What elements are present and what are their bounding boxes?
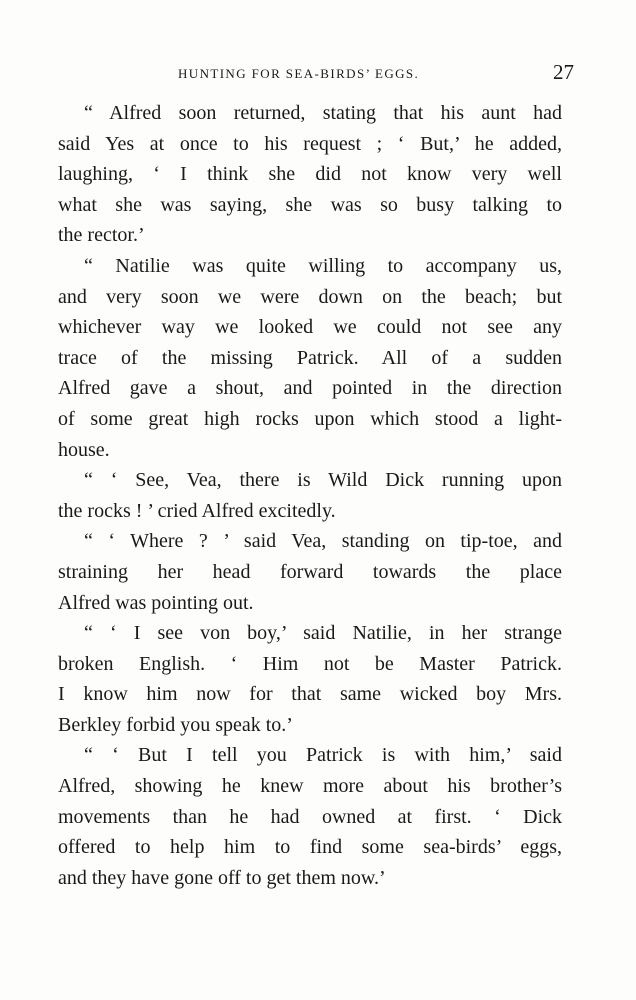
text-line: trace of the missing Patrick. All of a sudden (58, 346, 562, 369)
text-line: said Yes at once to his request ; ‘ But,’ he added, (58, 132, 562, 155)
text-line: “ ‘ I see von boy,’ said Natilie, in her strange (84, 622, 562, 645)
paragraph (58, 618, 562, 740)
text-line: the rocks ! ’ cried Alfred excitedly. (58, 499, 336, 522)
running-head (58, 62, 574, 86)
text-line: I know him now for that same wicked boy Mrs. (58, 683, 562, 706)
text-line: and they have gone off to get them now.’ (58, 866, 386, 889)
text-line: Alfred gave a shout, and pointed in the direction (58, 377, 562, 400)
text-line: movements than he had owned at first. ‘ Dick (58, 805, 562, 828)
text-line: “ ‘ Where ? ’ said Vea, standing on tip-toe, and (84, 530, 562, 553)
paragraph (58, 251, 562, 465)
text-line: Alfred was pointing out. (58, 591, 254, 614)
paragraph (58, 98, 562, 251)
text-line: broken English. ‘ Him not be Master Patrick. (58, 652, 562, 675)
text-line: “ ‘ See, Vea, there is Wild Dick running upon (84, 469, 562, 492)
text-line: house. (58, 438, 110, 461)
text-line: “ Natilie was quite willing to accompany us, (84, 254, 562, 277)
text-line: offered to help him to find some sea-birds’ eggs, (58, 836, 562, 859)
text-line: whichever way we looked we could not see any (58, 316, 562, 339)
text-line: straining her head forward towards the place (58, 560, 562, 583)
chapter-title: HUNTING FOR SEA-BIRDS’ EGGS. (178, 66, 420, 81)
text-line: the rector.’ (58, 224, 145, 247)
text-line: Berkley forbid you speak to.’ (58, 713, 293, 736)
page-number: 27 (553, 60, 574, 84)
text-line: Alfred, showing he knew more about his brother’s (58, 775, 562, 798)
text-line: of some great high rocks upon which stood a light- (58, 407, 562, 430)
text-line: “ ‘ But I tell you Patrick is with him,’ said (84, 744, 562, 767)
text-line: laughing, ‘ I think she did not know very well (58, 163, 562, 186)
paragraph (58, 465, 562, 526)
text-line: and very soon we were down on the beach; but (58, 285, 562, 308)
paragraph (58, 740, 562, 893)
text-line: what she was saying, she was so busy talking to (58, 193, 562, 216)
text-line: “ Alfred soon returned, stating that his aunt had (84, 102, 562, 124)
paragraph (58, 526, 562, 618)
body-text (58, 98, 562, 893)
